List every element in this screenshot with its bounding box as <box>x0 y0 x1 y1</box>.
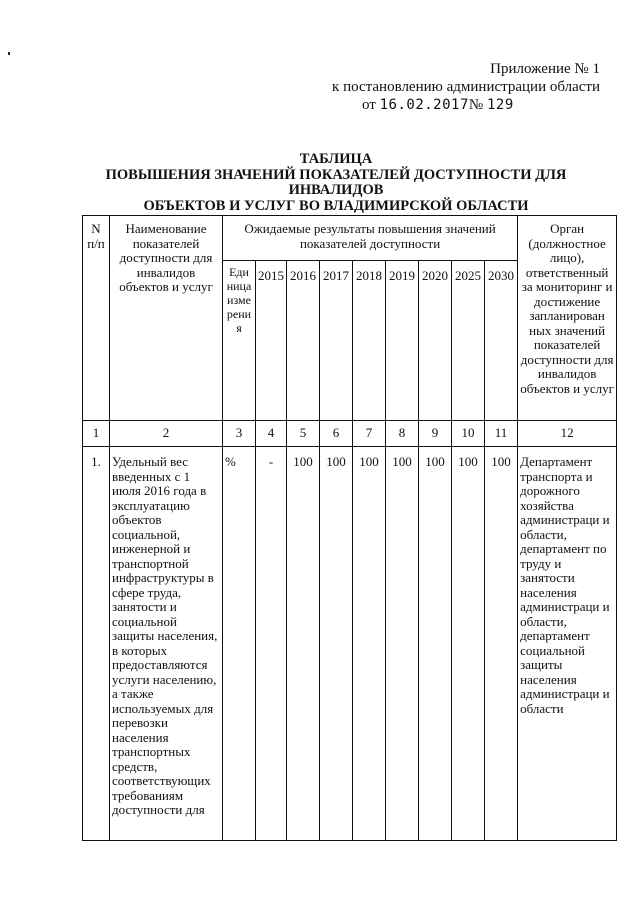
column-number: 4 <box>256 421 287 447</box>
title-line-3: ОБЪЕКТОВ И УСЛУГ ВО ВЛАДИМИРСКОЙ ОБЛАСТИ <box>143 197 529 214</box>
header-year: 2018 <box>353 261 386 421</box>
column-number: 12 <box>518 421 617 447</box>
header-year: 2030 <box>485 261 518 421</box>
accessibility-table <box>82 215 617 841</box>
header-indicator-name: Наименование показателей доступности для инвалидов объектов и услуг <box>110 216 223 421</box>
resolution-number: 129 <box>486 97 514 113</box>
header-year: 2017 <box>320 261 353 421</box>
header-year: 2019 <box>386 261 419 421</box>
appendix-number: Приложение № 1 <box>490 61 600 77</box>
header-year: 2025 <box>452 261 485 421</box>
header-year: 2015 <box>256 261 287 421</box>
header-year: 2020 <box>419 261 452 421</box>
row-value-2020: 100 <box>419 447 452 841</box>
row-number: 1. <box>83 447 110 841</box>
header-year: 2016 <box>287 261 320 421</box>
column-number: 7 <box>353 421 386 447</box>
row-value-2019: 100 <box>386 447 419 841</box>
row-value-2015: - <box>256 447 287 841</box>
scan-mark <box>8 52 10 55</box>
header-responsible-organ: Орган (должностное лицо), ответственный за мониторинг и достижение запланирован ных значений показателей доступности для инвалидов объектов и услуг <box>518 216 617 421</box>
column-number: 10 <box>452 421 485 447</box>
column-number: 5 <box>287 421 320 447</box>
document-title <box>82 152 590 214</box>
resolution-date: 16.02.2017 <box>379 97 469 113</box>
row-value-2017: 100 <box>320 447 353 841</box>
title-line-1: ТАБЛИЦА <box>299 151 373 167</box>
row-value-2030: 100 <box>485 447 518 841</box>
column-number: 9 <box>419 421 452 447</box>
row-indicator-name: Удельный вес введенных с 1 июля 2016 года в эксплуатацию объектов социальной, инженерной и транспортной инфраструктуры в сфере труда, занятости и социальной защиты населения, в которых предоставляются услуги населению, а также используемых для перевозки населения транспортных средств, соответствующих требованиям доступности для <box>110 447 223 841</box>
header-unit: Еди ница изме рени я <box>223 261 256 421</box>
number-prefix: № <box>468 97 484 113</box>
resolution-date-line <box>330 96 600 114</box>
column-number: 6 <box>320 421 353 447</box>
table-row <box>83 447 617 841</box>
header-num: N п/п <box>83 216 110 421</box>
row-unit: % <box>223 447 256 841</box>
row-value-2016: 100 <box>287 447 320 841</box>
resolution-reference: к постановлению администрации области <box>332 79 600 95</box>
column-number: 2 <box>110 421 223 447</box>
appendix-header <box>330 60 600 114</box>
column-number: 1 <box>83 421 110 447</box>
date-prefix: от <box>362 97 376 113</box>
row-value-2025: 100 <box>452 447 485 841</box>
title-line-2: ПОВЫШЕНИЯ ЗНАЧЕНИЙ ПОКАЗАТЕЛЕЙ ДОСТУПНОСТИ ДЛЯ ИНВАЛИДОВ <box>105 166 567 198</box>
header-expected-results: Ожидаемые результаты повышения значений показателей доступности <box>223 216 518 261</box>
column-number: 11 <box>485 421 518 447</box>
row-responsible-organ: Департамент транспорта и дорожного хозяйства администраци и области, департамент по труду и занятости населения администраци и области, департамент социальной защиты населения администраци и области <box>518 447 617 841</box>
column-number: 3 <box>223 421 256 447</box>
row-value-2018: 100 <box>353 447 386 841</box>
column-number: 8 <box>386 421 419 447</box>
